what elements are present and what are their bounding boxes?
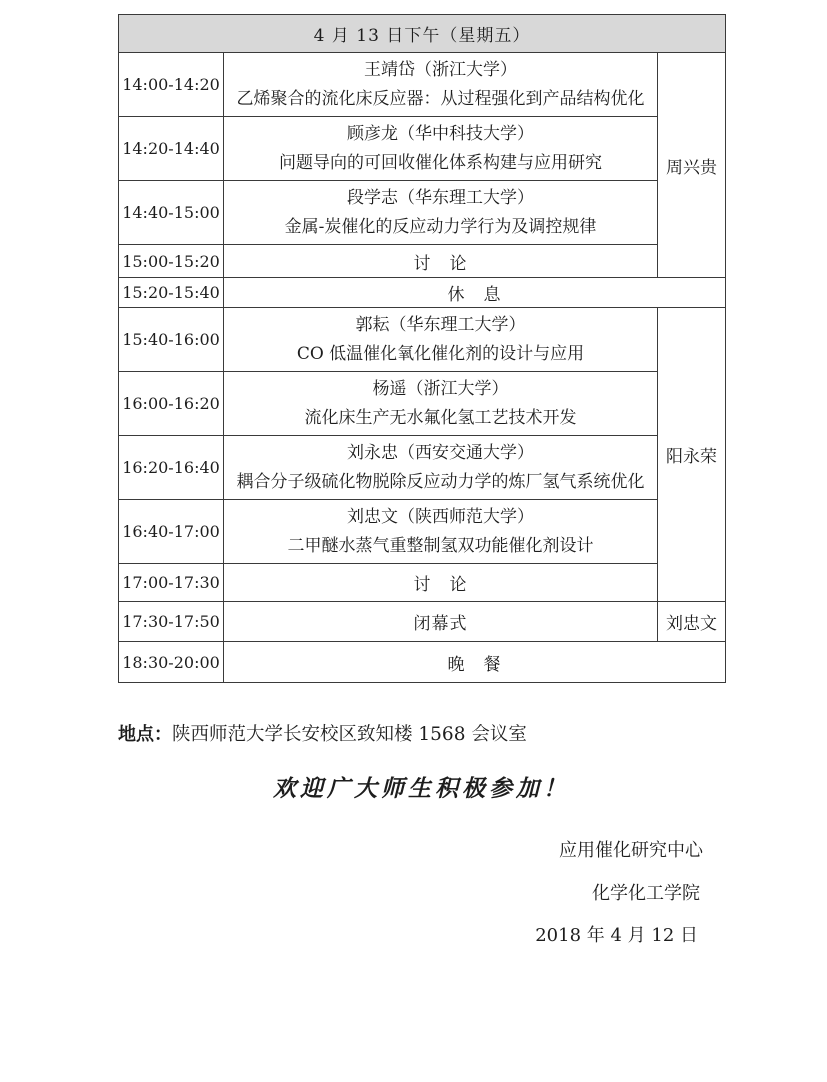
table-row [119,278,726,308]
time-cell: 15:00-15:20 [119,245,224,278]
talk-title: 耦合分子级硫化物脱除反应动力学的炼厂氢气系统优化 [236,471,645,492]
talk-title: CO 低温催化氧化催化剂的设计与应用 [296,343,585,364]
talk-title: 问题导向的可回收催化体系构建与应用研究 [279,152,602,173]
speaker-name: 顾彦龙（华中科技大学） [347,123,534,144]
talk-cell [224,181,658,245]
chair-name: 周兴贵 [658,53,726,278]
table-row [119,436,726,500]
location-text: 陕西师范大学长安校区致知楼 1568 会议室 [172,724,527,745]
time-cell: 16:20-16:40 [119,436,224,500]
table-row [119,53,726,117]
table-row [119,500,726,564]
chair-name: 阳永荣 [658,308,726,602]
event-label: 晚 餐 [224,642,726,683]
welcome-line: 欢迎广大师生积极参加！ [273,775,570,802]
speaker-name: 杨遥（浙江大学） [372,378,509,399]
speaker-name: 郭耘（华东理工大学） [355,314,526,335]
session-header: 4 月 13 日下午（星期五） [119,15,726,53]
time-cell: 16:00-16:20 [119,372,224,436]
time-cell: 14:40-15:00 [119,181,224,245]
time-cell: 14:00-14:20 [119,53,224,117]
talk-cell [224,308,658,372]
time-cell: 17:30-17:50 [119,602,224,642]
time-cell: 16:40-17:00 [119,500,224,564]
speaker-name: 段学志（华东理工大学） [347,187,534,208]
table-row [119,117,726,181]
speaker-name: 刘永忠（西安交通大学） [347,442,534,463]
table-row [119,181,726,245]
talk-cell [224,436,658,500]
event-label: 讨 论 [224,564,658,602]
talk-cell [224,53,658,117]
location-line [118,720,527,746]
time-cell: 18:30-20:00 [119,642,224,683]
location-label: 地点： [118,724,172,745]
time-cell: 15:20-15:40 [119,278,224,308]
event-label: 讨 论 [224,245,658,278]
talk-title: 乙烯聚合的流化床反应器：从过程强化到产品结构优化 [236,88,645,109]
table-row [119,308,726,372]
speaker-name: 刘忠文（陕西师范大学） [347,506,534,527]
talk-cell [224,372,658,436]
table-row [119,642,726,683]
org-line-1: 应用催化研究中心 [559,840,703,861]
time-cell: 14:20-14:40 [119,117,224,181]
table-header-row [119,15,726,53]
talk-title: 二甲醚水蒸气重整制氢双功能催化剂设计 [287,535,594,556]
session-table [118,14,726,683]
time-cell: 17:00-17:30 [119,564,224,602]
table-row [119,602,726,642]
talk-cell [224,500,658,564]
event-label: 闭幕式 [224,602,658,642]
chair-name: 刘忠文 [658,602,726,642]
table-row [119,245,726,278]
date-line: 2018 年 4 月 12 日 [535,925,698,946]
talk-title: 金属-炭催化的反应动力学行为及调控规律 [284,216,597,237]
time-cell: 15:40-16:00 [119,308,224,372]
event-label: 休 息 [224,278,726,308]
speaker-name: 王靖岱（浙江大学） [364,59,517,80]
table-row [119,564,726,602]
org-line-2: 化学化工学院 [592,883,700,904]
talk-title: 流化床生产无水氟化氢工艺技术开发 [304,407,577,428]
table-row [119,372,726,436]
talk-cell [224,117,658,181]
